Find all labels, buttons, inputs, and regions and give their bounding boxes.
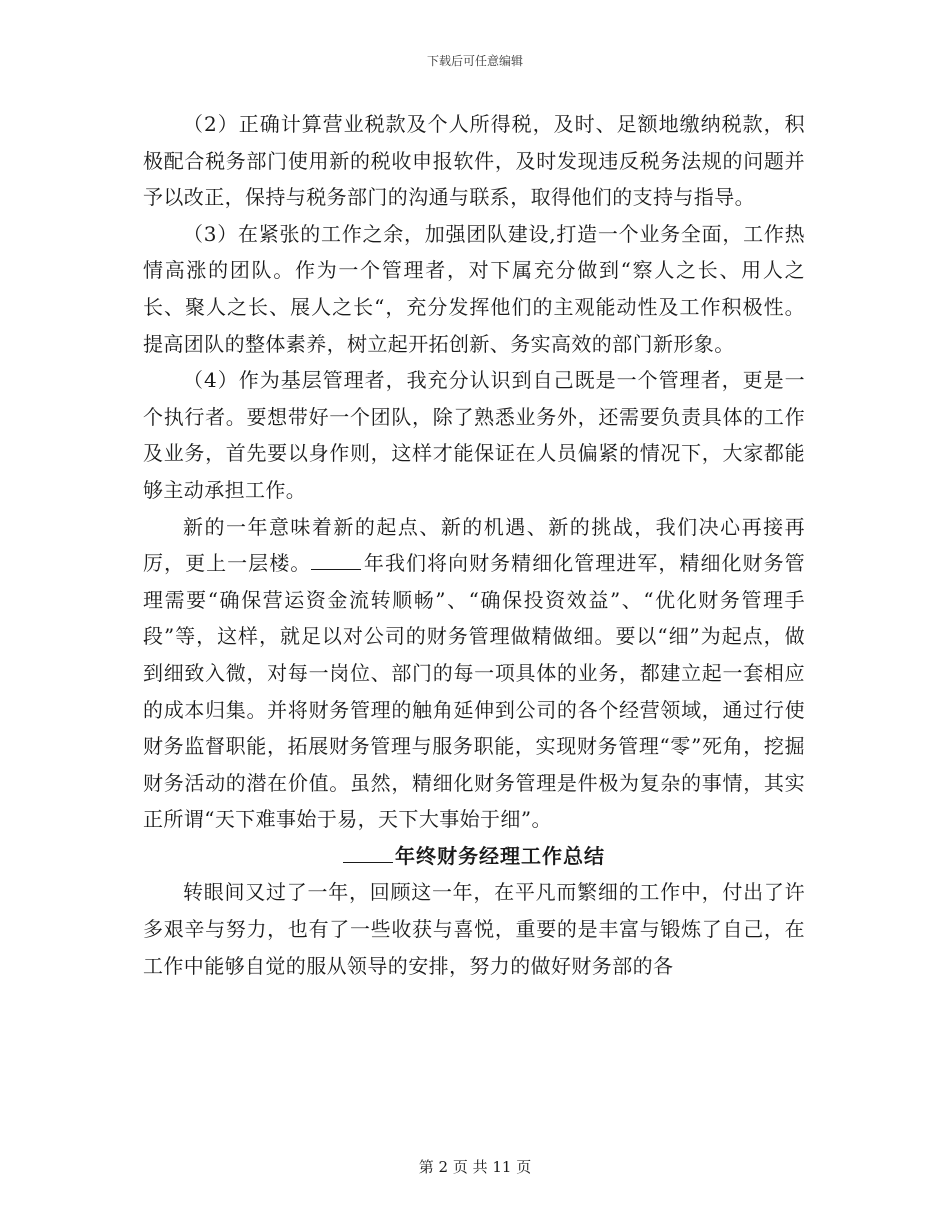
paragraph-new-year-rest: 年我们将向财务精细化管理进军，精细化财务管理需要“确保营运资金流转顺畅”、“确保投资效益”、“优化财务管理手段”等，这样，就足以对公司的财务管理做精做细。要以“细”为起点，做到细致入微，对每一岗位、部门的每一项具体的业务，都建立起一套相应的成本归集。并将财务管理的触角延伸到公司的各个经营领域，通过行使财务监督职能，拓展财务管理与服务职能，实现财务管理“零”死角，挖掘财务活动的潜在价值。虽然，精细化财务管理是件极为复杂的事情，其实正所谓“天下难事始于易，天下大事始于细”。 [143,551,805,832]
year-blank [311,551,361,570]
page-footer: 第 2 页 共 11 页 [418,1158,532,1176]
section-title [143,838,805,875]
paragraph-team: （3）在紧张的工作之余，加强团队建设,打造一个业务全面，工作热情高涨的团队。作为一个管理者，对下属充分做到“察人之长、用人之长、聚人之长、展人之长“，充分发挥他们的主观能动性及工作积极性。提高团队的整体素养，树立起开拓创新、务实高效的部门新形象。 [143,221,805,356]
paragraph-new-year-start: 新的一年意味着新的起点、新的机遇、新的挑战，我们决心再接再厉，更上一层楼。 [143,514,805,576]
section-title-text: 年终财务经理工作总结 [395,843,605,868]
paragraph-new-year [143,509,805,838]
title-year-blank [343,844,393,863]
page-header: 下载后可任意编辑 [426,54,523,68]
paragraph-summary: 转眼间又过了一年，回顾这一年，在平凡而繁细的工作中，付出了许多艰辛与努力，也有了一些收获与喜悦，重要的是丰富与锻炼了自己，在工作中能够自觉的服从领导的安排，努力的做好财务部的各 [143,880,805,978]
paragraph-manager: （4）作为基层管理者，我充分认识到自己既是一个管理者，更是一个执行者。要想带好一个团队，除了熟悉业务外，还需要负责具体的工作及业务，首先要以身作则，这样才能保证在人员偏紧的情况下，大家都能够主动承担工作。 [143,368,805,502]
document-body [143,106,805,984]
paragraph-tax: （2）正确计算营业税款及个人所得税，及时、足额地缴纳税款，积极配合税务部门使用新的税收申报软件，及时发现违反税务法规的问题并予以改正，保持与税务部门的沟通与联系，取得他们的支持与指导。 [143,112,805,210]
